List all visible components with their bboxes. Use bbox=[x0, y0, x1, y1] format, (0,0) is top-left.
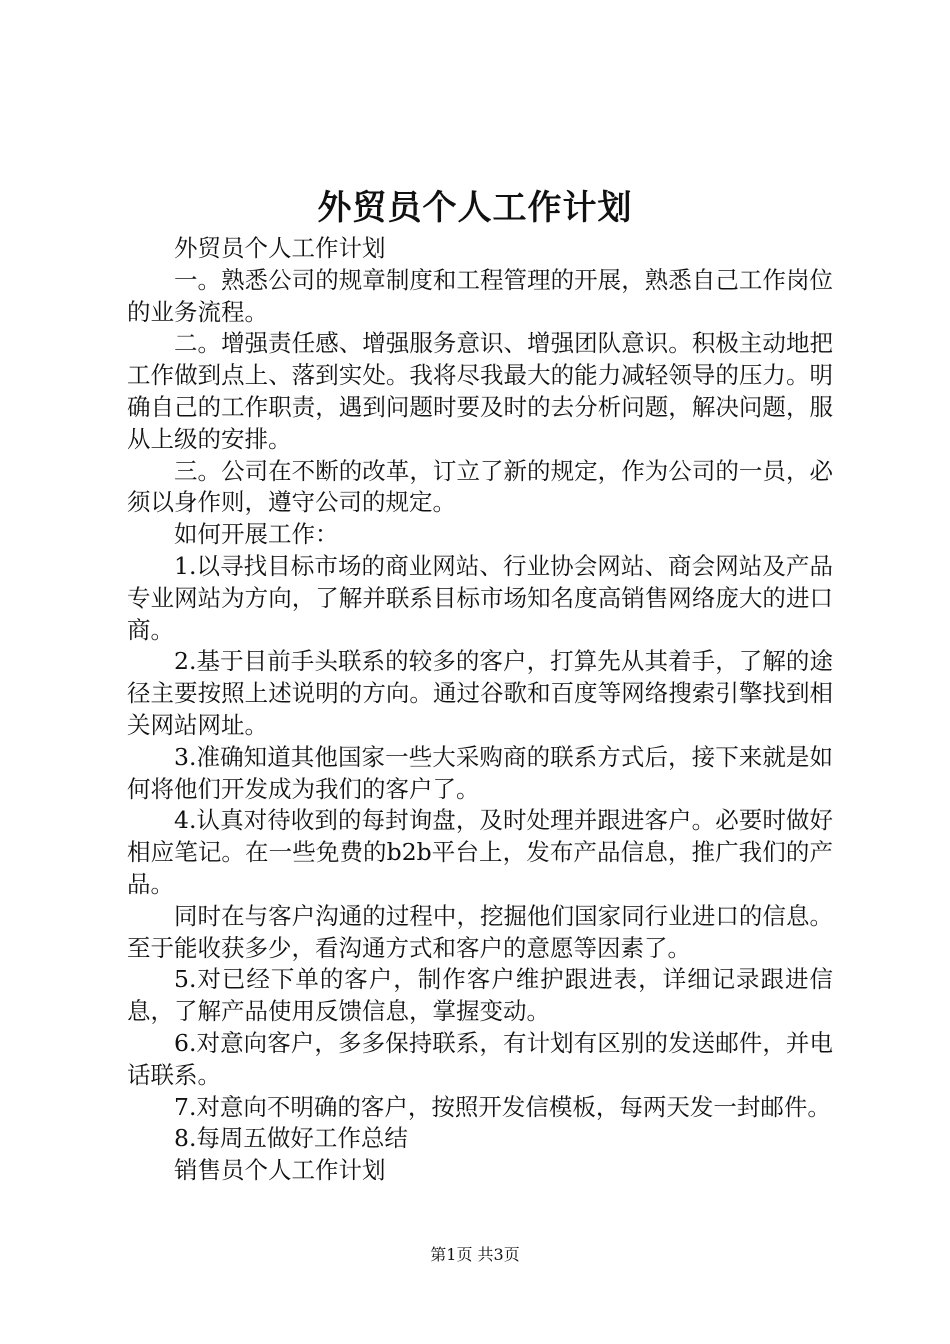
paragraph-1: 一。熟悉公司的规章制度和工程管理的开展，熟悉自己工作岗位的业务流程。 bbox=[127, 265, 833, 326]
paragraph-subtitle: 外贸员个人工作计划 bbox=[174, 234, 386, 262]
paragraph-2: 二。增强责任感、增强服务意识、增强团队意识。积极主动地把工作做到点上、落到实处。我将尽我最大的能力减轻领导的压力。明确自己的工作职责，遇到问题时要及时的去分析问题，解决问题，服从上级的安排。 bbox=[127, 329, 833, 453]
paragraph-item-6: 6.对意向客户，多多保持联系，有计划有区别的发送邮件，并电话联系。 bbox=[127, 1028, 833, 1089]
paragraph-item-2: 2.基于目前手头联系的较多的客户，打算先从其着手，了解的途径主要按照上述说明的方向。通过谷歌和百度等网络搜索引擎找到相关网站网址。 bbox=[127, 647, 833, 739]
paragraph-item-3: 3.准确知道其他国家一些大采购商的联系方式后，接下来就是如何将他们开发成为我们的客户了。 bbox=[127, 742, 833, 803]
paragraph-item-8: 8.每周五做好工作总结 bbox=[174, 1124, 408, 1153]
paragraph-item-7: 7.对意向不明确的客户，按照开发信模板，每两天发一封邮件。 bbox=[174, 1092, 831, 1121]
paragraph-how-to-work: 如何开展工作： bbox=[174, 520, 339, 549]
paragraph-item-1: 1.以寻找目标市场的商业网站、行业协会网站、商会网站及产品专业网站为方向，了解并联系目标市场知名度高销售网络庞大的进口商。 bbox=[127, 551, 833, 644]
paragraph-next-section-heading: 销售员个人工作计划 bbox=[174, 1156, 386, 1185]
paragraph-3: 三。公司在不断的改革，订立了新的规定，作为公司的一员，必须以身作则，遵守公司的规定。 bbox=[127, 456, 833, 517]
document-title: 外贸员个人工作计划 bbox=[317, 188, 633, 228]
paragraph-item-5: 5.对已经下单的客户，制作客户维护跟进表，详细记录跟进信息，了解产品使用反馈信息，掌握变动。 bbox=[127, 965, 833, 1026]
document-body bbox=[127, 233, 833, 1187]
paragraph-item-4-continued: 同时在与客户沟通的过程中，挖掘他们国家同行业进口的信息。至于能收获多少，看沟通方式和客户的意愿等因素了。 bbox=[127, 901, 833, 962]
paragraph-item-4: 4.认真对待收到的每封询盘，及时处理并跟进客户。必要时做好相应笔记。在一些免费的b2b平台上，发布产品信息，推广我们的产品。 bbox=[127, 806, 833, 898]
page-footer: 第1页 共3页 bbox=[430, 1245, 520, 1264]
